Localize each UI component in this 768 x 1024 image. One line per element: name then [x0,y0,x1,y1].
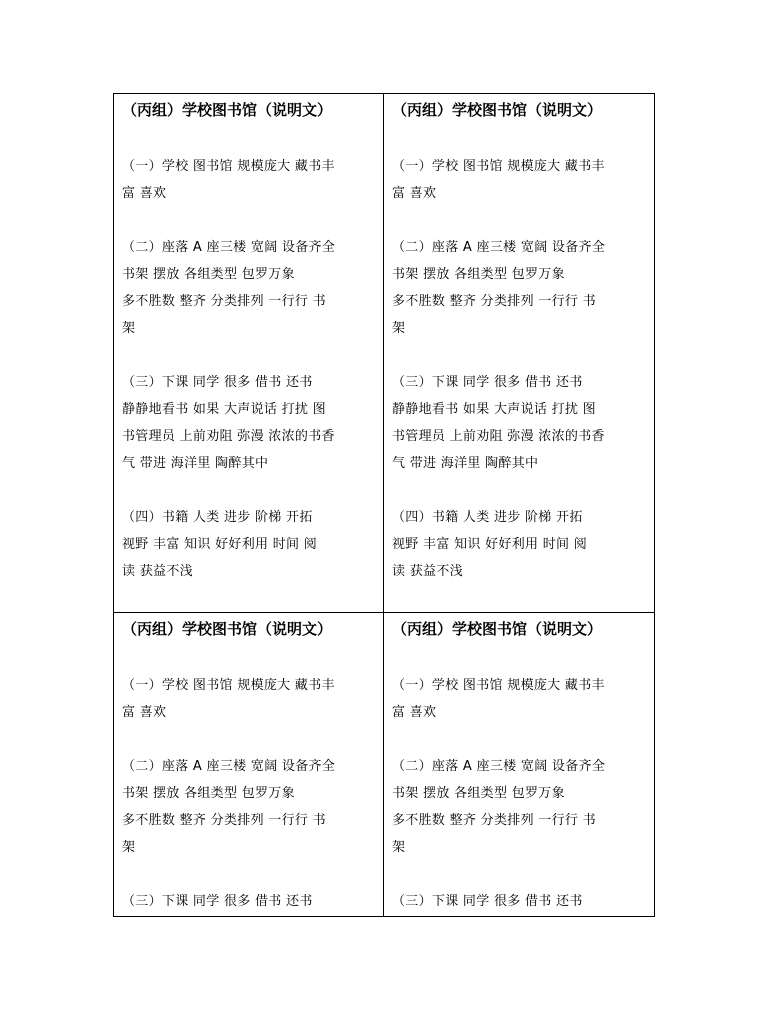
text-line: 书管理员 上前劝阻 弥漫 浓浓的书香 [122,429,335,444]
text-line: 静静地看书 如果 大声说话 打扰 图 [122,402,326,417]
text-line: 书架 摆放 各组类型 包罗万象 [122,267,295,282]
text-line: 书管理员 上前劝阻 弥漫 浓浓的书香 [392,429,605,444]
text-line: 架 [392,321,406,336]
section-3 [392,369,646,477]
text-line: 读 获益不浅 [392,564,463,579]
text-line: （四）书籍 人类 进步 阶梯 开拓 [392,510,583,525]
card-title: （丙组）学校图书馆（说明文） [122,620,333,638]
text-line: 书架 摆放 各组类型 包罗万象 [392,267,565,282]
card-bottom-left [114,613,384,916]
section-3 [122,888,375,915]
section-1 [392,672,646,726]
text-line: 富 喜欢 [122,705,167,720]
section-4 [392,504,646,585]
text-line: （一）学校 图书馆 规模庞大 藏书丰 [392,678,605,693]
text-line: 气 带进 海洋里 陶醉其中 [392,456,539,471]
text-line: （三）下课 同学 很多 借书 还书 [392,894,583,909]
section-4 [122,504,375,585]
text-line: （二）座落 A 座三楼 宽阔 设备齐全 [392,240,606,255]
text-line: 书架 摆放 各组类型 包罗万象 [392,786,565,801]
text-line: （二）座落 A 座三楼 宽阔 设备齐全 [392,759,606,774]
section-2 [392,753,646,861]
section-2 [392,234,646,342]
card-bottom-right [384,613,654,916]
card-table [113,93,655,917]
section-2 [122,753,375,861]
text-line: 读 获益不浅 [122,564,193,579]
section-3 [122,369,375,477]
text-line: 视野 丰富 知识 好好利用 时间 阅 [392,537,588,552]
section-1 [122,153,375,207]
section-2 [122,234,375,342]
card-title: （丙组）学校图书馆（说明文） [392,620,603,638]
text-line: 富 喜欢 [392,186,437,201]
section-1 [122,672,375,726]
text-line: （三）下课 同学 很多 借书 还书 [392,375,583,390]
text-line: 富 喜欢 [392,705,437,720]
text-line: （三）下课 同学 很多 借书 还书 [122,375,313,390]
card-title: （丙组）学校图书馆（说明文） [122,101,333,119]
text-line: （一）学校 图书馆 规模庞大 藏书丰 [392,159,605,174]
section-1 [392,153,646,207]
text-line: 视野 丰富 知识 好好利用 时间 阅 [122,537,318,552]
text-line: 静静地看书 如果 大声说话 打扰 图 [392,402,596,417]
text-line: 多不胜数 整齐 分类排列 一行行 书 [392,813,596,828]
text-line: （一）学校 图书馆 规模庞大 藏书丰 [122,159,335,174]
text-line: （一）学校 图书馆 规模庞大 藏书丰 [122,678,335,693]
text-line: （二）座落 A 座三楼 宽阔 设备齐全 [122,240,336,255]
text-line: 富 喜欢 [122,186,167,201]
text-line: 多不胜数 整齐 分类排列 一行行 书 [392,294,596,309]
text-line: 架 [122,840,136,855]
text-line: 架 [392,840,406,855]
card-title: （丙组）学校图书馆（说明文） [392,101,603,119]
section-3 [392,888,646,915]
text-line: （四）书籍 人类 进步 阶梯 开拓 [122,510,313,525]
text-line: （二）座落 A 座三楼 宽阔 设备齐全 [122,759,336,774]
text-line: （三）下课 同学 很多 借书 还书 [122,894,313,909]
card-top-right [384,94,654,613]
text-line: 多不胜数 整齐 分类排列 一行行 书 [122,813,326,828]
text-line: 气 带进 海洋里 陶醉其中 [122,456,269,471]
text-line: 多不胜数 整齐 分类排列 一行行 书 [122,294,326,309]
text-line: 书架 摆放 各组类型 包罗万象 [122,786,295,801]
text-line: 架 [122,321,136,336]
card-top-left [114,94,384,613]
